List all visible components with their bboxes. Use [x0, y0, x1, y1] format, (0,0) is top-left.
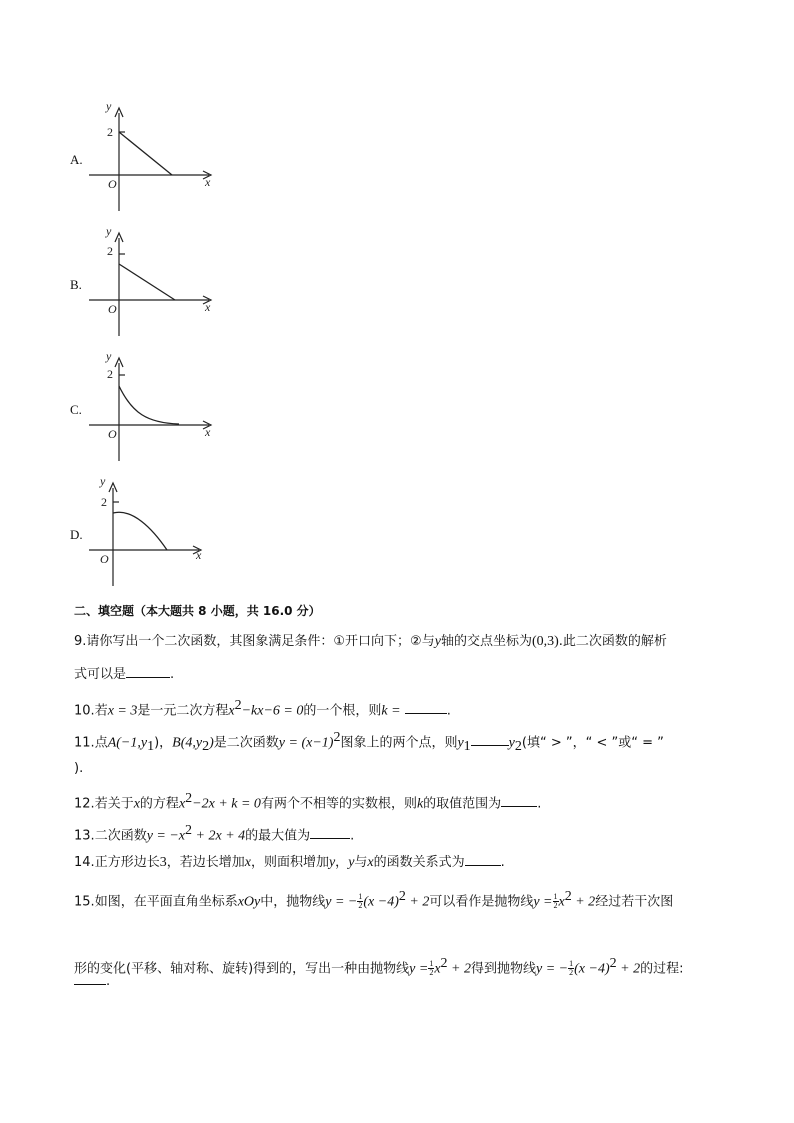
- answer-blank[interactable]: [126, 665, 170, 678]
- fraction: $\frac{1}{2}$: [429, 959, 434, 978]
- option-label: A.: [70, 152, 83, 167]
- answer-blank[interactable]: [501, 794, 537, 807]
- question-12: 12.若关于x的方程$x^2-2x + k = 0$有两个不相等的实数根，则k的取值范围为 .: [74, 791, 542, 812]
- fraction: $\frac{1}{2}$: [358, 892, 363, 911]
- question-number: 14.: [74, 855, 95, 870]
- question-11: 11.点$A(-1,y_1)$，$B(4,y_2)$是二次函数$y = (x-1)^2$图象上的两个点，则$y_1$ $y_2$(填“ > ”，“ < ”或“ = ”: [74, 730, 664, 754]
- option-label: C.: [70, 402, 82, 417]
- y-axis-label: y: [106, 224, 112, 238]
- question-number: 13.: [74, 828, 95, 844]
- option-c-graph: [87, 345, 227, 465]
- answer-blank[interactable]: [74, 972, 106, 985]
- origin-label: O: [108, 427, 117, 441]
- option-label: B.: [70, 277, 82, 292]
- origin-label: O: [108, 302, 117, 316]
- section-title: 二、填空题（本大题共 8 小题，共 16.0 分）: [74, 604, 321, 618]
- question-9-line2: 式可以是 .: [74, 667, 175, 682]
- question-number: 9.: [74, 634, 87, 649]
- answer-blank[interactable]: [465, 853, 501, 866]
- answer-blank[interactable]: [471, 733, 509, 746]
- question-15: 15.如图，在平面直角坐标系xOy中，抛物线y = − $\frac{1}{2}$ $(x -4)^2 + 2$可以看作是抛物线y = $\frac{1}{2}$ $x^2 + 2$经过若干次图: [74, 889, 674, 911]
- option-b-graph: [87, 220, 227, 340]
- question-number: 10.: [74, 703, 95, 719]
- y-tick-label: 2: [107, 125, 113, 139]
- question-number: 12.: [74, 796, 95, 812]
- y-axis-label: y: [106, 99, 112, 113]
- y-tick-label: 2: [101, 495, 107, 509]
- x-axis-label: x: [205, 425, 211, 439]
- option-d-graph: [87, 470, 227, 590]
- question-15-line3: .: [74, 972, 734, 991]
- option-label: D.: [70, 527, 83, 542]
- fraction: $\frac{1}{2}$: [569, 959, 574, 978]
- y-axis-label: y: [100, 474, 106, 488]
- y-tick-label: 2: [107, 367, 113, 381]
- x-axis-label: x: [196, 548, 202, 562]
- origin-label: O: [108, 177, 117, 191]
- question-9: 9.请你写出一个二次函数，其图象满足条件：①开口向下；②与y轴的交点坐标为(0,3).此二次函数的解析: [74, 634, 667, 649]
- fraction: $\frac{1}{2}$: [553, 892, 558, 911]
- question-14: 14.正方形边长3，若边长增加x，则面积增加y，y与x的函数关系式为 .: [74, 855, 505, 870]
- question-10: 10.若x = 3是一元二次方程$x^2-kx-6 = 0$的一个根，则k = .: [74, 698, 451, 719]
- answer-blank[interactable]: [310, 826, 350, 839]
- option-a-graph: [87, 95, 227, 215]
- origin-label: O: [100, 552, 109, 566]
- y-axis-label: y: [106, 349, 112, 363]
- x-axis-label: x: [205, 300, 211, 314]
- question-11-line2: ).: [74, 761, 84, 776]
- y-tick-label: 2: [107, 244, 113, 258]
- x-axis-label: x: [205, 175, 211, 189]
- question-number: 15.: [74, 894, 95, 910]
- question-13: 13.二次函数$y = -x^2 + 2x + 4$的最大值为 .: [74, 823, 355, 844]
- question-15-line2: 形的变化(平移、轴对称、旋转)得到的，写出一种由抛物线y = $\frac{1}{2}$ $x^2 + 2$得到抛物线y = − $\frac{1}{2}$ $(x -4)^2 + 2$的过程:: [74, 956, 684, 978]
- answer-blank[interactable]: [405, 701, 447, 714]
- question-number: 11.: [74, 735, 95, 751]
